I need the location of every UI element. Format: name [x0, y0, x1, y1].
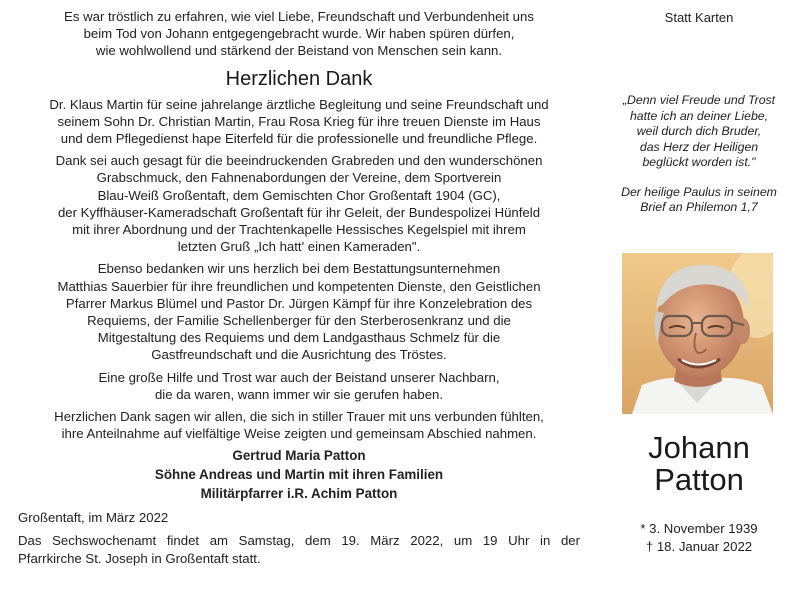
paragraph-doctors	[18, 96, 580, 148]
signature-line: Gertrud Maria Patton	[232, 448, 366, 464]
paragraph-line: Gastfreundschaft und die Ausrichtung des Tröstes.	[151, 347, 447, 363]
paragraph-line: letzten Gruß „Ich hatt' einen Kameraden".	[177, 239, 421, 255]
paragraph-line: Eine große Hilfe und Trost war auch der Beistand unserer Nachbarn,	[98, 369, 500, 385]
life-dates	[608, 520, 790, 556]
statt-karten-label: Statt Karten	[664, 10, 734, 25]
paragraph-line: Dr. Klaus Martin für seine jahrelange ärztliche Begleitung und seine Freundschaft und	[49, 96, 549, 112]
announcement-line: Das Sechswochenamt findet am Samstag, dem 19. März 2022, um 19 Uhr in der	[18, 533, 580, 549]
paragraph-line: Blau-Weiß Großentaft, dem Gemischten Chor Großentaft 1904 (GC),	[97, 187, 501, 203]
family-signatures	[18, 446, 580, 503]
quote-line: weil durch dich Bruder,	[636, 124, 762, 138]
paragraph-line: seinem Sohn Dr. Christian Martin, Frau Rosa Krieg für ihre treuen Dienste im Haus	[57, 113, 541, 129]
paragraph-line: Herzlichen Dank sagen wir allen, die sich in stiller Trauer mit uns verbunden fühlten,	[54, 409, 544, 425]
thanks-heading: Herzlichen Dank	[225, 67, 373, 90]
intro-line: wie wohlwollend und stärkend der Beistand von Menschen sein kann.	[95, 43, 503, 59]
paragraph-all	[18, 408, 580, 442]
intro-paragraph	[18, 8, 580, 60]
paragraph-services	[18, 260, 580, 363]
portrait-photo	[622, 253, 773, 414]
bible-quote	[608, 93, 790, 171]
paragraph-funeral	[18, 152, 580, 255]
last-name: Patton	[654, 462, 744, 497]
paragraph-line: Ebenso bedanken wir uns herzlich bei dem Bestattungsunternehmen	[97, 261, 501, 277]
paragraph-line: Requiems, der Familie Schellenberger für den Sterberosenkranz und die	[87, 313, 511, 329]
paragraph-line: Pfarrer Markus Blümel und Pastor Dr. Jürgen Kämpf für ihre Konzelebration des	[65, 295, 533, 311]
birth-date: * 3. November 1939	[640, 521, 758, 536]
memorial-column	[608, 8, 790, 216]
death-date: † 18. Januar 2022	[645, 539, 753, 554]
paragraph-line: der Kyffhäuser-Kameradschaft Großentaft für ihr Geleit, der Bundespolizei Hünfeld	[57, 204, 541, 220]
paragraph-line: Grabschmuck, den Fahnenabordungen der Vereine, dem Sportverein	[96, 170, 502, 186]
deceased-name	[608, 432, 790, 496]
place-date: Großentaft, im März 2022	[18, 510, 169, 526]
announcement-line: Pfarrkirche St. Joseph in Großentaft statt.	[18, 550, 261, 566]
intro-line: Es war tröstlich zu erfahren, wie viel Liebe, Freundschaft und Verbundenheit uns	[64, 9, 534, 24]
paragraph-line: Dank sei auch gesagt für die beeindruckenden Grabreden und den wunderschönen	[55, 153, 543, 169]
intro-line: beim Tod von Johann entgegengebracht wurde. Wir haben spüren dürfen,	[83, 26, 515, 42]
paragraph-line: mit ihrer Abordnung und der Trachtenkapelle Hessisches Kegelspiel mit ihrem	[72, 222, 526, 238]
first-name: Johann	[648, 430, 750, 465]
quote-source-line: Der heilige Paulus in seinem	[621, 184, 777, 199]
quote-line: hatte ich an deiner Liebe,	[629, 108, 769, 123]
paragraph-line: die da waren, wann immer wir sie gerufen haben.	[154, 386, 444, 402]
quote-line: beglückt worden ist."	[642, 155, 756, 169]
signature-line: Militärpfarrer i.R. Achim Patton	[200, 486, 398, 502]
quote-line: „Denn viel Freude und Trost	[622, 93, 776, 107]
paragraph-line: und dem Pflegedienst hape Eiterfeld für die professionelle und freundliche Pflege.	[60, 131, 538, 147]
quote-line: das Herz der Heiligen	[639, 139, 759, 154]
mass-announcement	[18, 532, 580, 566]
portrait-photo-image	[622, 253, 773, 414]
quote-source	[608, 185, 790, 216]
paragraph-line: Matthias Sauerbier für ihre freundlichen und kompetenten Dienste, den Geistlichen	[57, 278, 541, 294]
thanks-column	[18, 8, 580, 567]
paragraph-neighbours	[18, 369, 580, 403]
paragraph-line: ihre Anteilnahme auf vielfältige Weise zeigten und gemeinsam Abschied nahmen.	[61, 426, 537, 442]
quote-source-line: Brief an Philemon 1,7	[640, 200, 758, 214]
paragraph-line: Mitgestaltung des Requiems und dem Landgasthaus Schmelz für die	[97, 330, 501, 346]
signature-line: Söhne Andreas und Martin mit ihren Familien	[154, 467, 444, 483]
